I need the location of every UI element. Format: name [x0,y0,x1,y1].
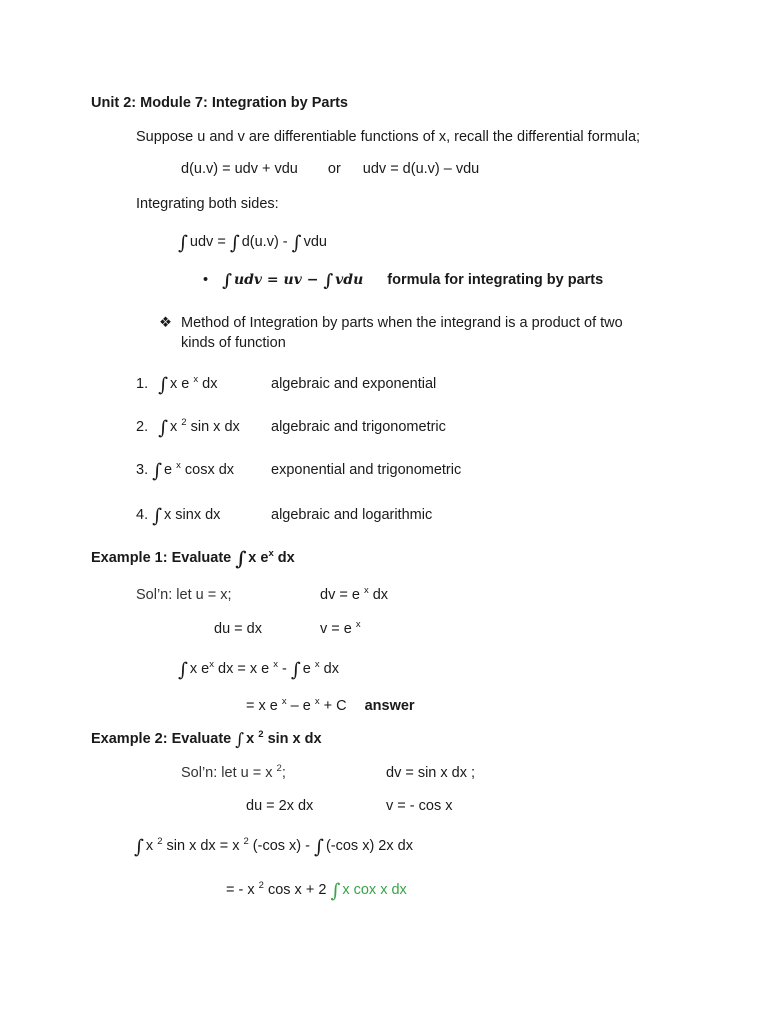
example2-step2-part: cos x + 2 [263,882,327,898]
integral-sign-icon: ∫ [235,548,247,570]
differential-formula-right: udv = d(u.v) – vdu [362,161,480,177]
list-item-exponent: 2 [181,417,187,428]
example2-heading [91,730,322,749]
integrating-label: Integrating both sides: [136,196,279,212]
example2-du: du = 2x dx [246,798,314,814]
integral-sign-icon: ∫ [178,659,188,681]
list-item-number: 3. [136,462,149,478]
method-bullet-icon: ❖ [159,315,172,331]
example1-dv [320,586,388,604]
example1-dv-exponent: x [363,585,369,596]
differential-formula-or: or [327,161,341,177]
integral-sign-icon: ∫ [290,659,301,681]
list-item-integrand: x [170,419,178,435]
differential-formula-left: d(u.v) = udv + vdu [181,161,298,177]
example1-heading-text: Example 1: Evaluate [91,550,232,566]
example2-v: v = - cos x [386,798,453,814]
example1-heading [91,549,295,568]
example1-v-exponent: x [355,619,361,630]
example2-step1-part: (-cos x) 2x dx [325,838,413,854]
list-item [136,461,234,480]
example1-step2-part: = x e [246,698,278,714]
integral-equation-part-a: udv = [189,234,226,250]
example2-let-u-tail: ; [281,765,286,781]
list-item-number: 1. [136,376,149,392]
example1-let-u: Sol’n: let u = x; [136,587,232,603]
list-item [136,375,217,394]
example1-integrand: x e [248,550,269,566]
integral-sign-icon: ∫ [158,417,168,439]
example2-step2 [226,881,407,900]
integral-sign-icon: ∫ [178,232,188,254]
example1-integrand-tail: dx [273,550,295,566]
bullet-icon: • [203,272,209,288]
example2-step1-exponent: 2 [243,836,249,847]
example2-heading-text: Example 2: Evaluate [91,731,232,747]
method-text-line1: Method of Integration by parts when the integrand is a product of two [181,315,623,331]
differential-formula [181,160,479,178]
example2-step2-part: = - x [226,882,255,898]
list-item-number: 2. [136,419,149,435]
integral-sign-icon: ∫ [235,730,245,750]
example2-step1 [134,837,413,856]
integral-sign-icon: ∫ [291,232,302,254]
example1-step1 [178,660,339,679]
formula-label: formula for integrating by parts [387,272,604,288]
integral-sign-icon: ∫ [330,880,341,902]
example1-step1-part: dx = x e [214,661,270,677]
example1-step1-part: x e [189,661,210,677]
example2-integrand-tail: sin x dx [263,731,322,747]
list-item-integrand-tail: cosx dx [180,462,235,478]
list-item-kind: algebraic and exponential [271,376,437,392]
integral-sign-icon: ∫ [158,374,168,396]
integral-sign-icon: ∫ [152,460,162,482]
integral-sign-icon: ∫ [134,836,144,858]
list-item-exponent: x [193,374,199,385]
list-item [136,506,220,525]
list-item-integrand-tail: sin x dx [186,419,240,435]
example2-integrand: x [246,731,255,747]
intro-text: Suppose u and v are differentiable functions of x, recall the differential formula; [136,129,641,145]
list-item-number: 4. [136,507,149,523]
formula-expression [222,271,364,291]
example1-v-text: v = e [320,621,352,637]
example1-dv-tail: dx [368,587,389,603]
list-item-integrand-tail: dx [198,376,218,392]
example1-dv-text: dv = e [320,587,360,603]
example1-step1-exponent: x [314,659,320,670]
example1-step1-part: - [278,661,287,677]
example2-step1-part: x [145,838,154,854]
example1-v [320,620,361,638]
example2-step2-exponent: 2 [258,880,264,891]
example1-step2 [246,697,415,715]
integral-sign-icon: ∫ [314,836,324,858]
formula-rhs: vdu [335,272,364,288]
page-title: Unit 2: Module 7: Integration by Parts [91,95,348,111]
integral-sign-icon: ∫ [323,271,334,291]
example2-step1-part: sin x dx = x [162,838,240,854]
example2-exponent: 2 [258,729,264,740]
list-item-integrand: x e [170,376,190,392]
example1-step1-part: dx [319,661,339,677]
integral-equation-part-b: d(u.v) - [241,234,288,250]
example1-step1-exponent: x [209,659,214,670]
integral-equation-part-c: vdu [303,234,327,250]
method-text-line2: kinds of function [181,335,286,351]
formula-line [203,271,603,290]
example2-dv: dv = sin x dx ; [386,765,476,781]
example1-du: du = dx [214,621,262,637]
formula-lhs: udv = uv − [233,272,319,288]
integral-sign-icon: ∫ [222,271,232,291]
list-item-kind: algebraic and logarithmic [271,507,433,523]
example1-step2-exponent: x [314,696,320,707]
example1-step2-part: + C [319,698,347,714]
example2-let-u-text: Sol’n: let u = x [181,765,273,781]
example1-answer-label: answer [364,698,415,714]
list-item-exponent: x [176,460,181,471]
example1-step1-part: e [302,661,311,677]
integral-sign-icon: ∫ [152,505,162,527]
example2-u-exponent: 2 [276,763,282,774]
example1-step1-exponent: x [273,659,278,670]
integral-equation [178,233,327,252]
example2-step1-exponent: 2 [157,836,163,847]
list-item-integrand: x sinx dx [164,507,221,523]
integral-sign-icon: ∫ [229,232,240,254]
list-item-kind: algebraic and trigonometric [271,419,446,435]
example2-highlighted-integrand: x cox x dx [342,882,407,898]
example2-step1-part: (-cos x) - [248,838,310,854]
list-item [136,418,240,437]
example2-let-u [181,764,286,782]
example1-step2-exponent: x [281,696,287,707]
list-item-integrand: e [164,462,173,478]
list-item-kind: exponential and trigonometric [271,462,462,478]
example1-exponent: x [268,548,274,559]
example1-step2-part: – e [286,698,311,714]
